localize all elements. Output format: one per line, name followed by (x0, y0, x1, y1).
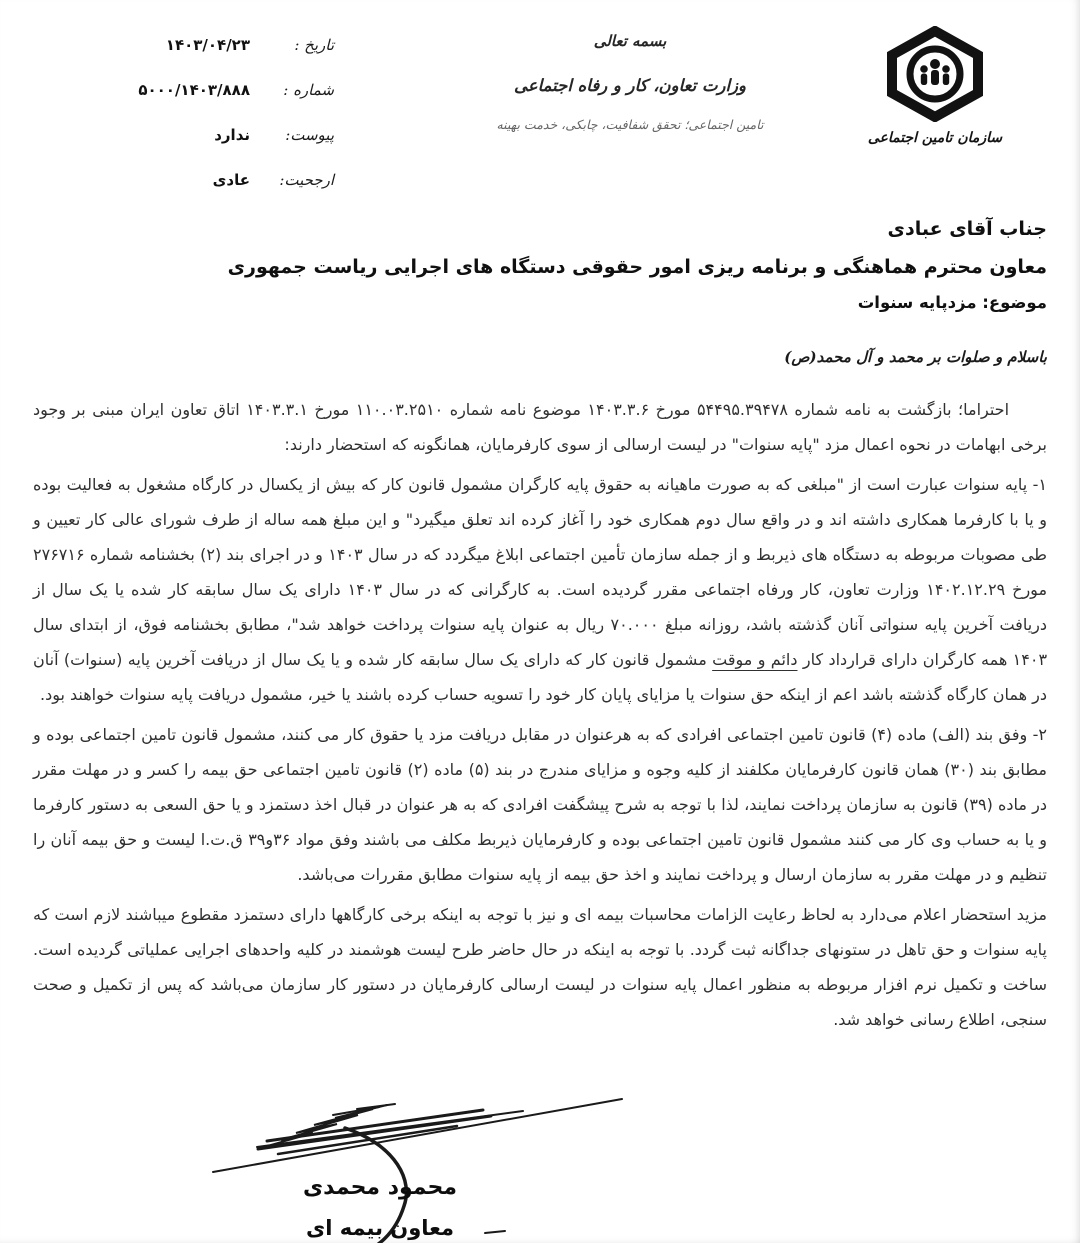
number-label: شماره : (283, 81, 334, 99)
priority-value: عادی (212, 171, 250, 189)
organization-slogan: تامین اجتماعی؛ تحقق شفافیت، چابکی، خدمت بهینه (496, 117, 764, 132)
subject-line: موضوع: مزدپایه سنوات (857, 293, 1047, 312)
signature-block (95, 1085, 655, 1243)
intro-paragraph: احتراما؛ بازگشت به نامه شماره ۵۴۴۹۵.۳۹۴۷۸ مورخ ۱۴۰۳.۳.۶ موضوع نامه شماره ۱۱۰.۰۳.۲۵۱۰ مورخ ۱۴۰۳.۳.۱ اتاق تعاون ایران مبنی بر وجود برخی ابهامات در نحوه اعمال مزد "پایه سنوات" در لیست ارسالی از سوی کارفرمایان، همانگونه که استحضار دارند: (33, 400, 1047, 454)
letterhead-center (470, 32, 790, 132)
item-1-paragraph (33, 467, 1047, 712)
meta-row-priority (122, 171, 334, 195)
besmele-line: بسمه تعالی (593, 32, 667, 50)
signer-name: محمود محمدی (302, 1175, 458, 1200)
sso-logo-icon (882, 26, 988, 122)
letter-body (33, 392, 1047, 1042)
meta-row-attachment (122, 126, 334, 150)
priority-label: ارجحیت: (279, 171, 334, 189)
recipient-block (33, 218, 1047, 312)
number-value: ۵۰۰۰/۱۴۰۳/۸۸۸ (138, 81, 250, 99)
closing-paragraph: مزید استحضار اعلام می‌دارد به لحاظ رعایت الزامات محاسبات بیمه ای و نیز با توجه به اینکه برخی کارگاهها دارای دستمزد مقطوع میباشند لازم است که پایه سنوات و حق تاهل در ستونهای جداگانه ثبت گردد. با توجه به اینکه در حال حاضر طرح لیست هوشمند در کلیه واحدهای اجرایی عملیاتی گردیده است. ساخت و تکمیل نرم افزار مربوطه به منظور اعمال پایه سنوات در لیست ارسالی کارفرمایان در دستور کار سازمان می‌باشد که پس از تکمیل و صحت سنجی، اطلاع رسانی خواهد شد. (33, 905, 1047, 1029)
item-2-paragraph: ۲- وفق بند (الف) ماده (۴) قانون تامین اجتماعی افرادی که به هرعنوان در مقابل دریافت مزد یا حقوق کار می کنند، مشمول قانون تامین اجتماعی بوده و مطابق بند (۳۰) همان قانون کارفرمایان مکلفند از کلیه وجوه و مزایای مندرج در بند (۵) ماده (۲) قانون تامین اجتماعی حق بیمه را کسر و در مهلت مقرر در ماده (۳۹) قانون به سازمان پرداخت نمایند، لذا با توجه به شرح پیشگفت افرادی که به هر عنوان در قبال اخذ دستمزد و یا حق السعی به دستور کارفرما و یا به حساب وی کار می کنند مشمول قانون تامین اجتماعی بوده و کارفرمایان ذیربط مکلف می باشند وفق مواد ۳۶و۳۹ ق.ت.ا لیست و حق بیمه آنان را تنظیم و در مهلت مقرر به سازمان ارسال و پرداخت نمایند و اخذ حق بیمه از پایه سنوات مطابق مقررات می‌باشد. (33, 725, 1048, 884)
signer-title: معاون بیمه ای (305, 1216, 455, 1240)
item-1-underlined-phrase: دائم و موقت (712, 650, 798, 669)
attachment-value: ندارد (214, 126, 250, 144)
ministry-name: وزارت تعاون، کار و رفاه اجتماعی (513, 76, 746, 95)
organization-name: سازمان تامین اجتماعی (867, 130, 1003, 146)
item-1-text-before: ۱- پایه سنوات عبارت است از "مبلغی که به صورت ماهیانه به حقوق پایه کارگران مشمول قانون کار که بیش از یکسال در کارگاه مشغول به فعالیت بوده و یا با کارفرما همکاری داشته اند و در واقع سال دوم همکاری خود را آغاز کرده اند تعلق میگیرد" و این مبلغ همه ساله از طرف شورای عالی کار تعیین و طی مصوبات مربوطه به دستگاه های ذیربط و از جمله سازمان تأمین اجتماعی ابلاغ میگردد که در سال ۱۴۰۳ و در اجرای بند (۲) بخشنامه شماره ۲۷۶۷۱۶ مورخ ۱۴۰۲.۱۲.۲۹ وزارت تعاون، کار ورفاه اجتماعی مقرر گردیده است. به کارگرانی که در سال ۱۴۰۳ دارای یک سال سابقه کار شده یا یک سال از دریافت آخرین پایه سنواتی آنان گذشته باشد، روزانه مبلغ ۷۰.۰۰۰ ریال به عنوان پایه سنوات پرداخت خواهد شد"، مطابق بخشنامه فوق، از ابتدای سال ۱۴۰۳ همه کارگران دارای قرارداد کار (33, 475, 1048, 669)
recipient-title-line: معاون محترم هماهنگی و برنامه ریزی امور حقوقی دستگاه های اجرایی ریاست جمهوری (227, 256, 1047, 278)
date-value: ۱۴۰۳/۰۴/۲۳ (165, 36, 250, 54)
letter-meta-block (122, 36, 334, 216)
attachment-label: پیوست: (285, 126, 334, 144)
meta-row-number (122, 81, 334, 105)
date-label: تاریخ : (294, 36, 334, 54)
letterhead-logo-block (845, 26, 1025, 146)
meta-row-date (122, 36, 334, 60)
salutation-line: باسلام و صلوات بر محمد و آل محمد(ص) (784, 348, 1047, 366)
item-1-text-after: مشمول قانون کار که دارای یک سال سابقه کار شده و یا یک سال از دریافت آخرین پایه (سنوات) آنان در همان کارگاه گذشته باشد اعم از اینکه حق سنوات یا مزایای پایان کار خود را تسویه حساب کرده باشند یا خیر، مشمول دریافت پایه سنوات خواهند بود. (33, 650, 1047, 704)
recipient-name-line: جناب آقای عبادی (887, 218, 1047, 240)
